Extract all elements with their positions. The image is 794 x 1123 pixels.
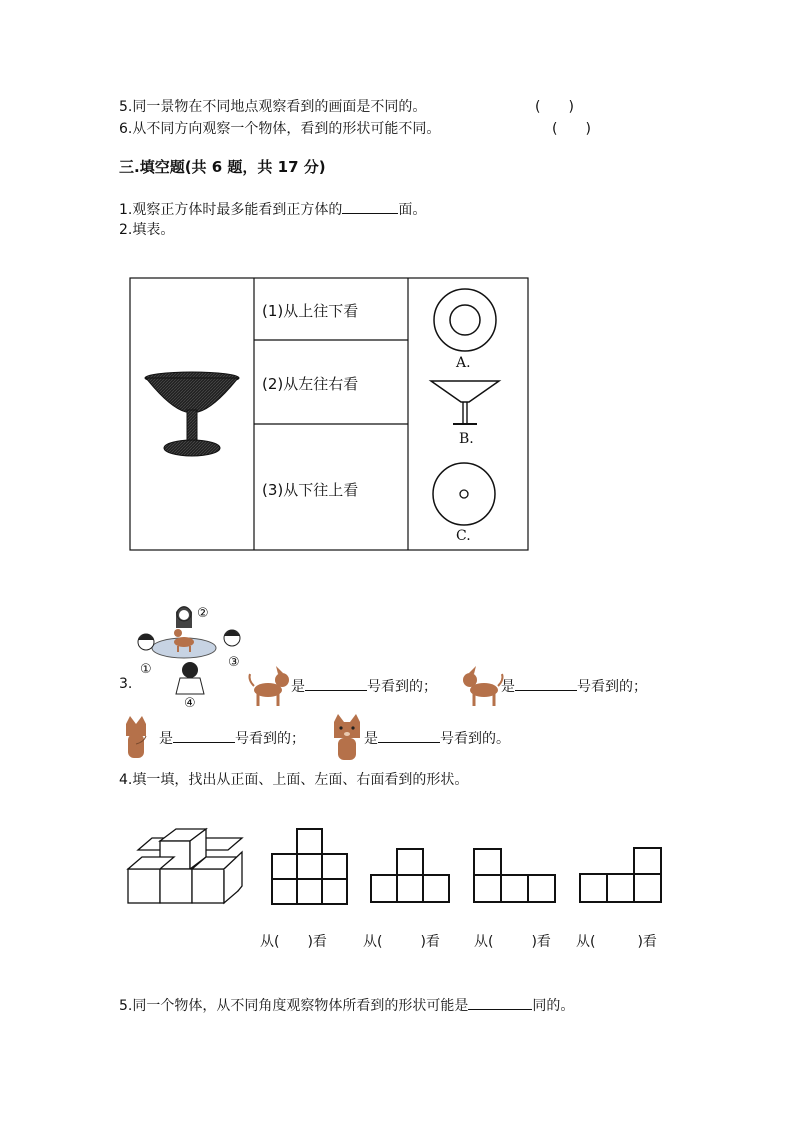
option-b-label: B. bbox=[459, 431, 474, 447]
person-3-label: ③ bbox=[228, 655, 240, 670]
q3-seg4-tail: 号看到的。 bbox=[440, 731, 510, 747]
fill-q2: 2.填表。 bbox=[119, 222, 175, 238]
fill-q5 bbox=[119, 995, 574, 1015]
judge-q5-text: 5.同一景物在不同地点观察看到的画面是不同的。 bbox=[119, 99, 427, 115]
fill-q5-after: 同的。 bbox=[532, 998, 575, 1014]
person-1-label: ① bbox=[140, 662, 152, 677]
person-2-label: ② bbox=[197, 606, 209, 621]
fill-q4: 4.填一填，找出从正面、上面、左面、右面看到的形状。 bbox=[119, 772, 469, 788]
person-4-label: ④ bbox=[184, 696, 196, 711]
q3-seg2-tail: 号看到的； bbox=[577, 679, 647, 695]
fill-q3-num: 3. bbox=[119, 676, 133, 692]
view-label-3[interactable] bbox=[474, 931, 551, 951]
row-left: (2)从左往右看 bbox=[262, 375, 359, 393]
q3-seg3-is: 是 bbox=[159, 731, 173, 747]
fill-q5-blank[interactable] bbox=[468, 997, 532, 1010]
option-c-label: C. bbox=[456, 528, 471, 544]
view-3-from: 从( bbox=[474, 934, 494, 950]
view-3-look: )看 bbox=[531, 934, 551, 950]
q3-seg4-is: 是 bbox=[364, 731, 378, 747]
row-bottom: (3)从下往上看 bbox=[262, 481, 359, 499]
judge-q6-paren[interactable]: ( ) bbox=[552, 121, 591, 137]
view-4-from: 从( bbox=[576, 934, 596, 950]
fill-q5-before: 5.同一个物体，从不同角度观察物体所看到的形状可能是 bbox=[119, 998, 469, 1014]
q3-seg2-is: 是 bbox=[501, 679, 515, 695]
view-label-1[interactable] bbox=[260, 931, 327, 951]
view-4-look: )看 bbox=[637, 934, 657, 950]
view-label-2[interactable] bbox=[363, 931, 440, 951]
judge-q5-paren[interactable]: ( ) bbox=[535, 99, 574, 115]
view-2-from: 从( bbox=[363, 934, 383, 950]
fill-q1-after: 面。 bbox=[398, 202, 427, 218]
section-title: 三.填空题(共 6 题，共 17 分) bbox=[119, 158, 326, 176]
q3-seg1-tail: 号看到的； bbox=[367, 679, 437, 695]
q3-seg1-is: 是 bbox=[291, 679, 305, 695]
option-a-label: A. bbox=[456, 355, 471, 371]
row-top: (1)从上往下看 bbox=[262, 302, 359, 320]
q3-seg3-tail: 号看到的； bbox=[235, 731, 305, 747]
fill-q1-before: 1.观察正方体时最多能看到正方体的 bbox=[119, 202, 343, 218]
view-1-from: 从( bbox=[260, 934, 280, 950]
view-1-look: )看 bbox=[307, 934, 327, 950]
judge-q6-text: 6.从不同方向观察一个物体，看到的形状可能不同。 bbox=[119, 121, 441, 137]
view-label-4[interactable] bbox=[576, 931, 657, 951]
view-2-look: )看 bbox=[420, 934, 440, 950]
